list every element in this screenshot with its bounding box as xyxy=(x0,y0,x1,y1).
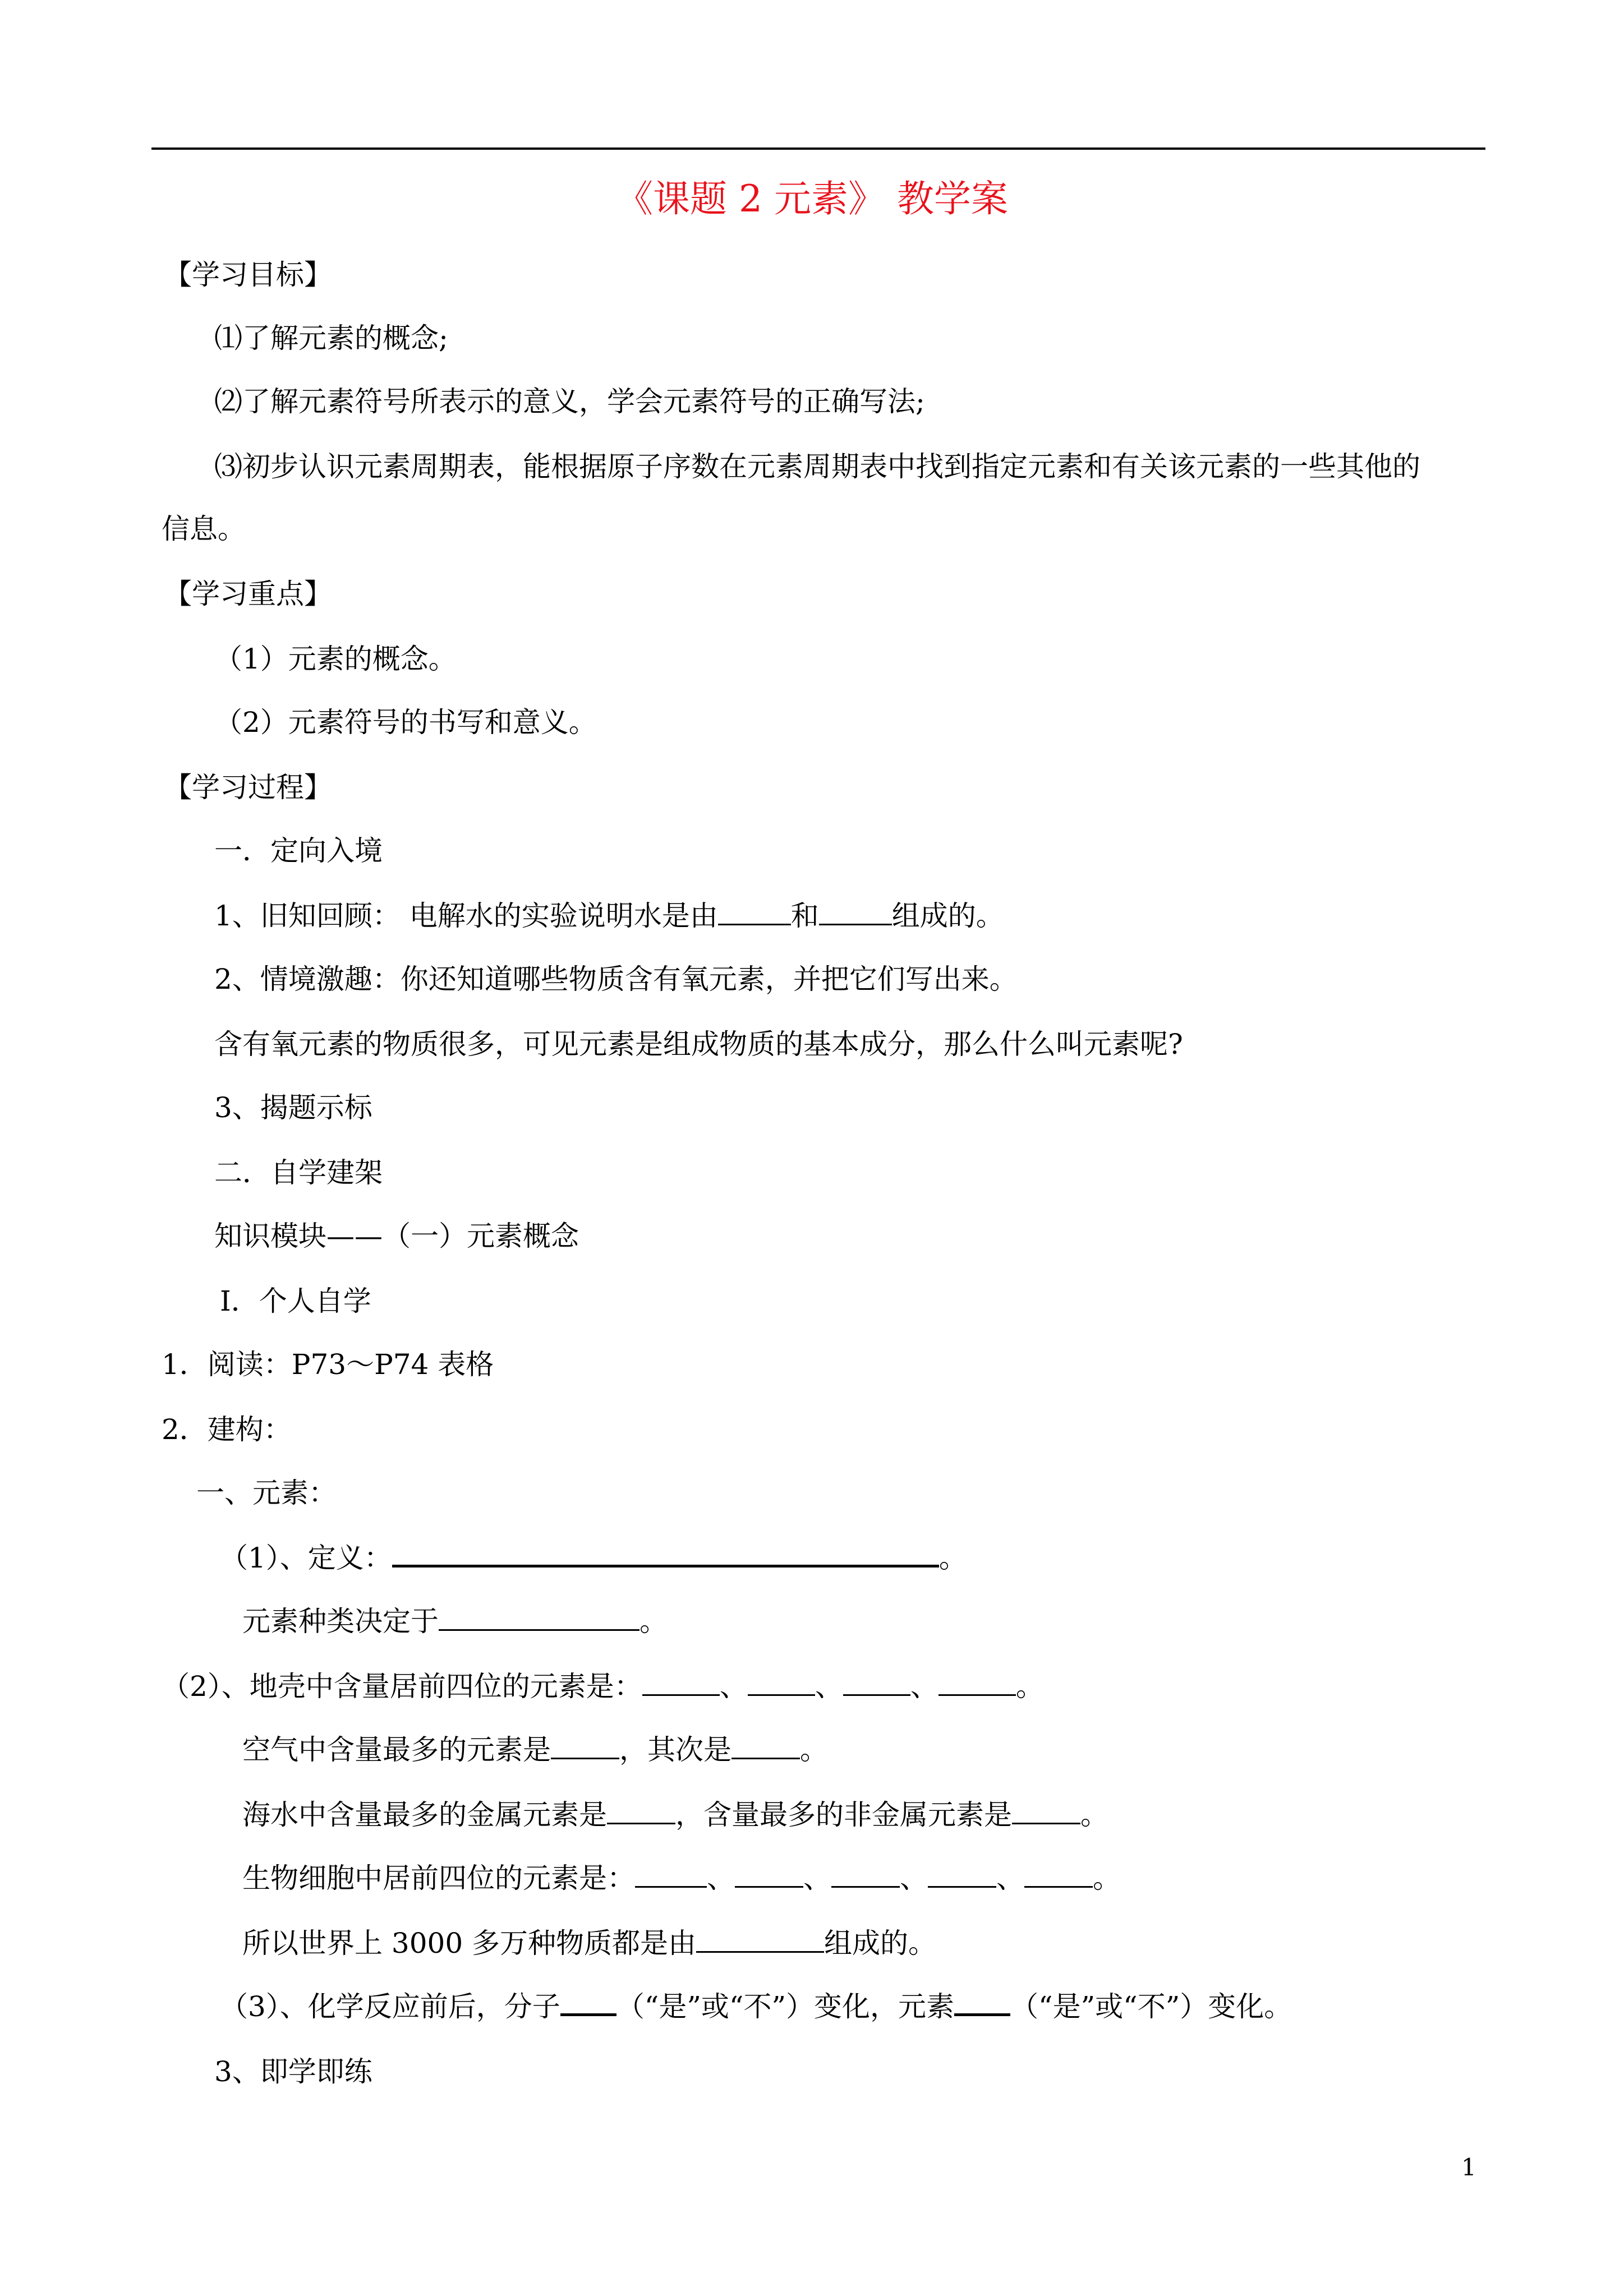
cell-blank[interactable] xyxy=(735,1860,803,1888)
objective-2: ⑵了解元素符号所表示的意义，学会元素符号的正确写法; xyxy=(214,385,925,418)
review-text-b: 和 xyxy=(790,900,819,932)
construct-line: 2．建构： xyxy=(162,1413,292,1446)
world-blank[interactable] xyxy=(696,1925,824,1953)
document-title: 《课题 2 元素》 教学案 xyxy=(616,177,1008,220)
world-line xyxy=(242,1924,936,1963)
reaction-label-a: （3）、化学反应前后，分子 xyxy=(220,1990,560,2023)
element-type-label: 元素种类决定于 xyxy=(242,1605,439,1638)
cell-blank[interactable] xyxy=(635,1860,707,1888)
review-line xyxy=(214,896,1004,935)
cell-line xyxy=(242,1859,1121,1898)
air-label-a: 空气中含量最多的元素是 xyxy=(242,1733,551,1766)
reveal-topic: 3、揭题示标 xyxy=(214,1091,372,1124)
reaction-end: （“是”或“不”）变化。 xyxy=(1010,1990,1292,2023)
reaction-blank[interactable] xyxy=(954,1988,1010,2016)
practice-heading: 3、即学即练 xyxy=(214,2055,372,2088)
page-number: 1 xyxy=(1461,2154,1476,2181)
objective-1: ⑴了解元素的概念; xyxy=(214,322,448,354)
review-text-c: 组成的。 xyxy=(891,900,1004,932)
objective-3-line1: ⑶初步认识元素周期表，能根据原子序数在元素周期表中找到指定元素和有关该元素的一些其他的 xyxy=(214,450,1420,483)
separator: 、 xyxy=(707,1862,735,1894)
air-blank[interactable] xyxy=(732,1732,800,1759)
cell-label: 生物细胞中居前四位的元素是： xyxy=(242,1862,635,1894)
module-1-heading: 知识模块——（一）元素概念 xyxy=(214,1220,579,1252)
element-heading: 一、元素： xyxy=(196,1477,337,1509)
crust-blank[interactable] xyxy=(938,1668,1016,1696)
air-blank[interactable] xyxy=(551,1732,619,1759)
cell-blank[interactable] xyxy=(831,1860,900,1888)
key-point-1: （1）元素的概念。 xyxy=(214,643,457,675)
cell-end: 。 xyxy=(1093,1862,1121,1894)
world-label: 所以世界上 3000 多万种物质都是由 xyxy=(242,1927,697,1960)
element-type-line xyxy=(242,1602,668,1641)
separator: 、 xyxy=(900,1862,928,1894)
definition-end: 。 xyxy=(938,1542,967,1574)
world-end: 组成的。 xyxy=(824,1927,937,1960)
header-rule xyxy=(151,147,1485,150)
separator: 、 xyxy=(803,1862,831,1894)
definition-line xyxy=(220,1538,967,1578)
crust-label: （2）、地壳中含量居前四位的元素是： xyxy=(162,1670,642,1703)
objective-3-line2: 信息。 xyxy=(162,513,246,545)
review-text-a: 1、旧知回顾： 电解水的实验说明水是由 xyxy=(214,900,718,932)
reaction-blank[interactable] xyxy=(560,1988,617,2016)
separator: 、 xyxy=(719,1670,748,1703)
sea-line xyxy=(242,1795,1108,1834)
crust-line xyxy=(162,1667,1044,1706)
reaction-line xyxy=(220,1987,1292,2026)
reaction-label-b: （“是”或“不”）变化，元素 xyxy=(616,1990,955,2023)
element-type-blank[interactable] xyxy=(439,1603,640,1631)
reading-line: 1．阅读：P73～P74 表格 xyxy=(162,1348,494,1381)
key-point-2: （2）元素符号的书写和意义。 xyxy=(214,706,597,739)
crust-end: 。 xyxy=(1015,1670,1044,1703)
air-line xyxy=(242,1730,828,1769)
cell-blank[interactable] xyxy=(1024,1860,1093,1888)
answer-blank[interactable] xyxy=(819,898,892,925)
situation-line: 2、情境激趣：你还知道哪些物质含有氧元素，并把它们写出来。 xyxy=(214,963,1018,995)
sea-blank[interactable] xyxy=(1012,1797,1080,1824)
process-heading: 【学习过程】 xyxy=(164,771,332,804)
cell-blank[interactable] xyxy=(928,1860,996,1888)
crust-blank[interactable] xyxy=(748,1668,815,1696)
answer-blank[interactable] xyxy=(718,898,791,925)
key-points-heading: 【学习重点】 xyxy=(164,578,332,610)
situation-line-2: 含有氧元素的物质很多，可见元素是组成物质的基本成分，那么什么叫元素呢? xyxy=(214,1028,1183,1061)
air-end: 。 xyxy=(800,1733,828,1766)
definition-label: （1）、定义： xyxy=(220,1542,392,1574)
part-2-heading: 二．自学建架 xyxy=(214,1156,383,1189)
objectives-heading: 【学习目标】 xyxy=(164,259,332,291)
separator: 、 xyxy=(996,1862,1024,1894)
definition-blank[interactable] xyxy=(392,1539,939,1567)
separator: 、 xyxy=(815,1670,843,1703)
sea-blank[interactable] xyxy=(607,1797,675,1824)
crust-blank[interactable] xyxy=(843,1668,910,1696)
sea-label-b: ，含量最多的非金属元素是 xyxy=(675,1799,1012,1831)
sea-end: 。 xyxy=(1080,1799,1108,1831)
self-study-heading: Ⅰ．个人自学 xyxy=(220,1285,371,1317)
crust-blank[interactable] xyxy=(642,1668,720,1696)
sea-label-a: 海水中含量最多的金属元素是 xyxy=(242,1799,607,1831)
part-1-heading: 一．定向入境 xyxy=(214,835,383,867)
air-label-b: ，其次是 xyxy=(619,1733,732,1766)
element-type-end: 。 xyxy=(640,1605,668,1638)
separator: 、 xyxy=(910,1670,938,1703)
